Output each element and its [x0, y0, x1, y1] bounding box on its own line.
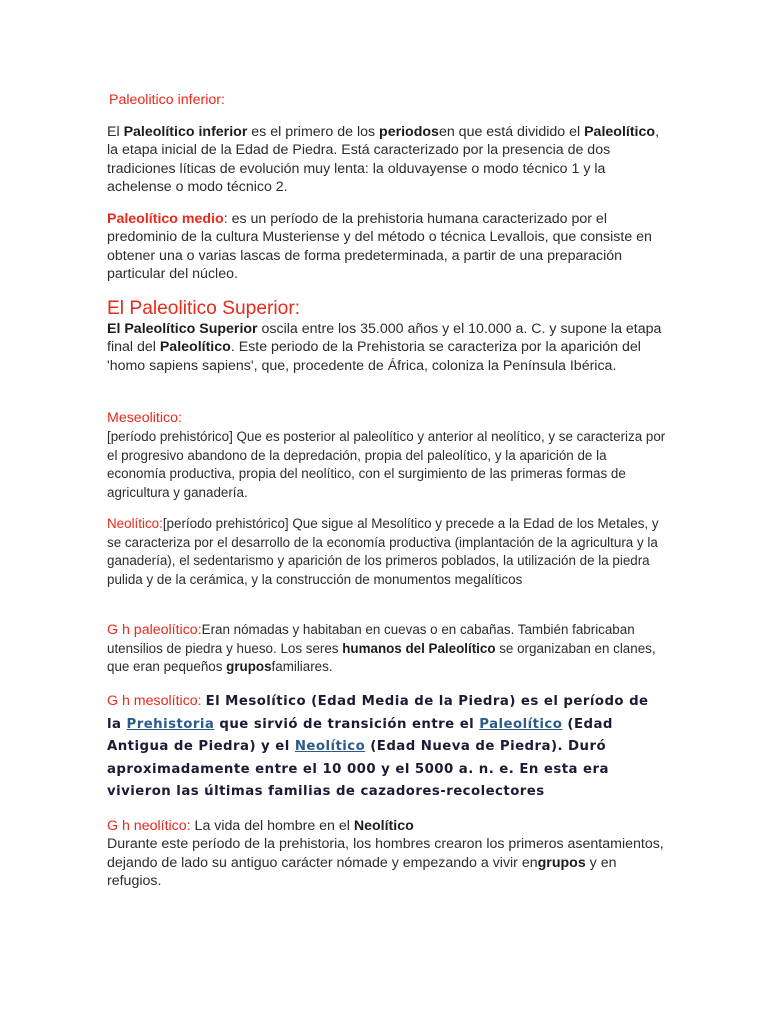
paragraph-paleolitico-superior: El Paleolítico Superior oscila entre los 35.000 años y el 10.000 a. C. y supone la etapa final del Paleolítico. Este periodo de la Prehistoria se caracteriza por la aparición del 'homo sapiens sapiens', que, procedente de África, coloniza la Península Ibérica. [107, 321, 662, 374]
heading-meseolitico: Meseolitico: [107, 410, 182, 426]
heading-paleolitico-inferior: Paleolitico inferior: [109, 92, 225, 108]
paragraph-neolitico: Neolítico:[período prehistórico] Que sigue al Mesolítico y precede a la Edad de los Metales, y se caracteriza por el desarrollo de la economía productiva (implantación de la agricultura y la ganadería), el sedentarismo y aparición de los primeros poblados, la utilización de la piedra pulida y de la cerámica, y la construcción de monumentos megalíticos [107, 516, 659, 588]
label-gh-paleolitico: G h paleolítico: [107, 622, 202, 638]
paragraph-paleolitico-inferior: El Paleolítico inferior es el primero de los periodosen que está dividido el Paleolítico, la etapa inicial de la Edad de Piedra. Está caracterizado por la presencia de dos tradiciones líticas de evolución muy lenta: la olduvayense o modo técnico 1 y la achelense o modo técnico 2. [107, 124, 660, 196]
link-neolitico[interactable]: Neolítico [294, 739, 366, 754]
paragraph-paleolitico-medio: Paleolítico medio: es un período de la prehistoria humana caracterizado por el predominio de la cultura Musteriense y del método o técnica Levallois, que consiste en obtener una o varias lascas de forma predeterminada, a partir de una preparación particular del núcleo. [107, 211, 652, 283]
paragraph-gh-neolitico: G h neolítico: La vida del hombre en el Neolítico Durante este período de la prehistoria, los hombres crearon los primeros asentamientos, dejando de lado su antiguo carácter nómade y empezando a vivir engrupos y en refugios. [107, 818, 664, 890]
link-prehistoria[interactable]: Prehistoria [126, 716, 215, 732]
paragraph-gh-mesolitico: G h mesolítico: El Mesolítico (Edad Media de la Piedra) es el período de la Prehistoria que sirvió de transición entre el Paleolítico (Edad Antigua de Piedra) y el Neolítico (Edad Nueva de Piedra). Duró aproximadamente entre el 10 000 y el 5000 a. n. e. En esta era vivieron las últimas familias de cazadores-recolectores [107, 693, 649, 799]
label-neolitico: Neolítico: [107, 516, 163, 531]
heading-paleolitico-superior: El Paleolitico Superior: [107, 298, 301, 319]
label-gh-neolitico: G h neolítico: [107, 818, 191, 834]
paragraph-gh-paleolitico: G h paleolítico:Eran nómadas y habitaban en cuevas o en cabañas. También fabricaban utensilios de piedra y hueso. Los seres humanos del Paleolítico se organizaban en clanes, que eran pequeños gruposfamiliares. [107, 622, 656, 675]
label-paleolitico-medio: Paleolítico medio [107, 211, 224, 227]
link-paleolitico[interactable]: Paleolítico [479, 716, 563, 732]
paragraph-meseolitico: [período prehistórico] Que es posterior al paleolítico y anterior al neolítico, y se caracteriza por el progresivo abandono de la depredación, propia del paleolítico, y la aparición de la economía productiva, propia del neolítico, con el surgimiento de las primeras formas de agricultura y ganadería. [107, 429, 666, 501]
label-gh-mesolitico: G h mesolítico: [107, 693, 206, 709]
